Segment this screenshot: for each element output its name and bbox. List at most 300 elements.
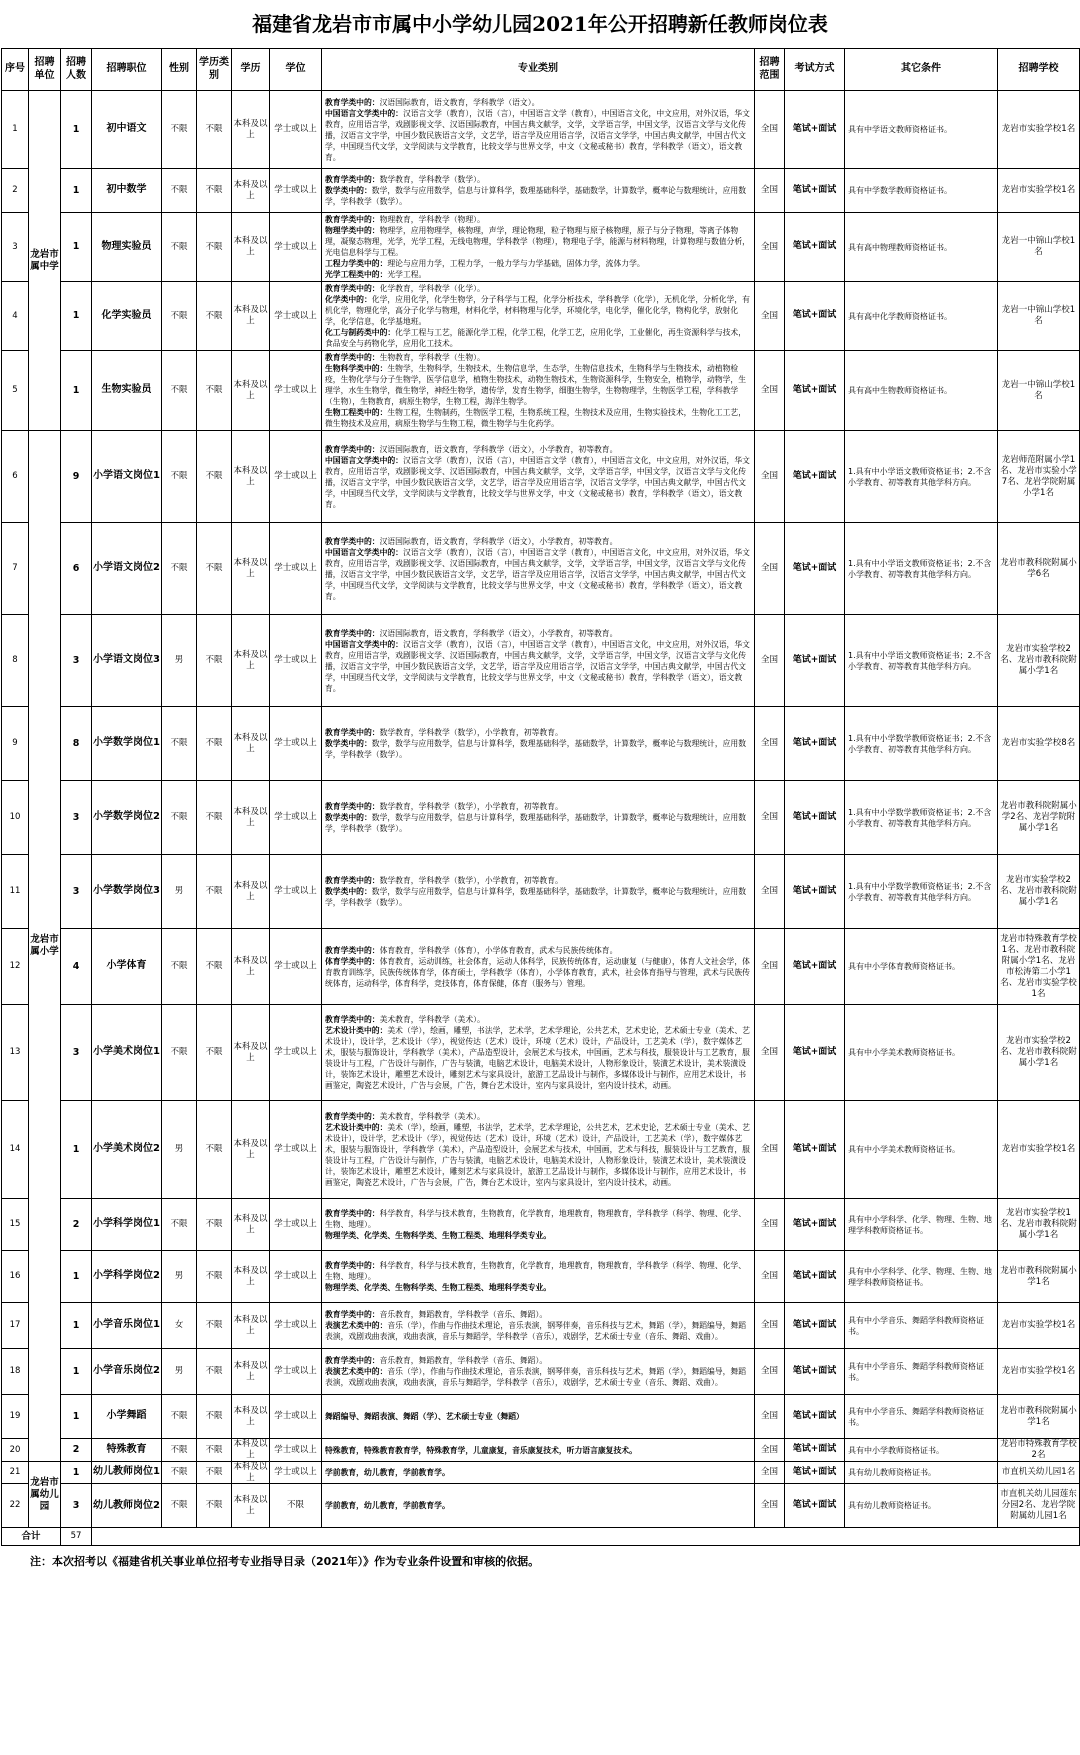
other-conditions: 1.具有中小学数学教师资格证书；2.不含小学教育、初等教育其他学科方向。 [845, 855, 998, 929]
education-level: 本科及以上 [232, 1303, 270, 1349]
row-number: 18 [2, 1349, 29, 1395]
position-name: 初中数学 [92, 169, 162, 213]
other-conditions: 具有中小学科学、化学、物理、生物、地理学科教师资格证书。 [845, 1251, 998, 1303]
position-name: 初中语文 [92, 91, 162, 169]
major-category-list: 汉语言文学（教育），汉语（言），中国语言文学（教育），中国语言文化，中文应用，对外汉语，华文教育，应用语言学，戏剧影视文学、汉语国际教育，中国古典文献学，文学，文学语言学，中国文学，汉语言文学与文化传播，汉语言文字学，中国少数民族语言文学，文艺学，语言学及应用语言学，汉语言文学学，中国古典文献学，中国古代文学，中国现当代文学，文学阅读与文学教育，比较文学与世界文学，中文（文秘或秘书）教育，学科教学（语文），语文教育。 [325, 455, 750, 509]
education-type: 不限 [197, 615, 232, 707]
table-row [2, 1101, 1080, 1199]
recruitment-scope: 全国 [755, 351, 785, 431]
hire-count: 1 [61, 169, 92, 213]
major-requirements [322, 351, 755, 431]
major-category [325, 444, 751, 455]
major-category-list: 物理学类、化学类、生物科学类、生物工程类、地理科学类专业。 [325, 1231, 552, 1240]
major-requirements [322, 1303, 755, 1349]
major-requirements [322, 707, 755, 781]
degree-requirement: 学士或以上 [270, 169, 322, 213]
degree-requirement: 学士或以上 [270, 1005, 322, 1101]
major-requirements [322, 282, 755, 351]
major-requirements [322, 929, 755, 1005]
table-row [2, 1005, 1080, 1101]
major-category-label: 数学类中的： [325, 887, 372, 896]
hiring-school: 龙岩市实验学校2名、龙岩市教科院附属小学1名 [998, 1005, 1080, 1101]
position-name: 小学舞蹈 [92, 1395, 162, 1439]
major-category-list: 美术（学），绘画，雕塑，书法学，艺术学，艺术学理论，公共艺术，艺术史论，艺术硕士专业（美术、艺术设计），设计学，艺术设计（学），视觉传达（艺术）设计，环境（艺术）设计，产品设计，工艺美术（学），数字媒体艺术，服装与服饰设计，学科教学（美术），产品造型设计，会展艺术与技术，中国画，艺术与科技，服装设计与工艺教育，服装设计与工程，广告设计与制作，广告与装潢，电脑艺术设计，电脑美术设计，人物形象设计，装潢艺术设计，美术装潢设计，装饰艺术设计，雕塑艺术设计，雕刻艺术与家具设计，旅游工艺品设计与制作，多媒体设计与制作，应用艺术设计，书画鉴定，陶瓷艺术设计，广告与会展，广告，舞台艺术设计，室内与家具设计，室内设计技术，动画。 [325, 1026, 750, 1090]
other-conditions: 具有中小学音乐、舞蹈学科教师资格证书。 [845, 1395, 998, 1439]
row-number: 21 [2, 1462, 29, 1484]
major-category-list: 数学，数学与应用数学，信息与计算科学，数理基础科学，基础数学，计算数学，概率论与数理统计，应用数学，学科教学（数学）。 [325, 887, 747, 907]
degree-requirement: 学士或以上 [270, 523, 322, 615]
table-row [2, 929, 1080, 1005]
other-conditions: 具有高中生物教师资格证书。 [845, 351, 998, 431]
gender-requirement: 不限 [162, 1484, 197, 1528]
major-category-list: 特殊教育，特殊教育教育学，特殊教育学，儿童康复，音乐康复技术，听力语言康复技术。 [325, 1445, 637, 1455]
table-row [2, 615, 1080, 707]
table-row [2, 1303, 1080, 1349]
major-category [325, 1309, 751, 1320]
major-category-list: 物理学，应用物理学，核物理，声学，理论物理，粒子物理与原子核物理，原子与分子物理，等离子体物理，凝聚态物理，光学，光学工程，无线电物理，学科教学（物理），物理电子学，能源与材料物理，计算物理与数值分析，光电信息科学与工程。 [325, 226, 750, 257]
major-category-label: 教育学类中的： [325, 728, 380, 737]
hire-count: 1 [61, 1462, 92, 1484]
major-category-list: 音乐教育，舞蹈教育，学科教学（音乐、舞蹈）。 [379, 1310, 548, 1319]
education-level: 本科及以上 [232, 1005, 270, 1101]
column-header: 学历 [232, 49, 270, 91]
other-conditions: 具有中学语文教师资格证书。 [845, 91, 998, 169]
recruitment-scope: 全国 [755, 1484, 785, 1528]
major-category-list: 物理教育，学科教学（物理）。 [379, 215, 485, 224]
major-category [325, 1025, 751, 1091]
row-number: 19 [2, 1395, 29, 1439]
other-conditions: 具有中小学体育教师资格证书。 [845, 929, 998, 1005]
table-row [2, 431, 1080, 523]
gender-requirement: 男 [162, 615, 197, 707]
row-number: 2 [2, 169, 29, 213]
education-level: 本科及以上 [233, 1439, 268, 1460]
major-category-label: 体育学类中的： [325, 956, 380, 966]
major-category [325, 1111, 751, 1122]
column-header: 招聘范围 [755, 49, 785, 91]
position-name: 小学数学岗位1 [92, 707, 162, 781]
major-category-list: 数学教育，学科教学（数学），小学教育，初等教育。 [379, 728, 563, 737]
exam-method: 笔试+面试 [785, 282, 845, 351]
major-category [325, 628, 751, 639]
other-conditions: 具有中学数学教师资格证书。 [845, 169, 998, 213]
row-number: 14 [2, 1101, 29, 1199]
hiring-school: 龙岩市实验学校1名 [998, 1101, 1080, 1199]
education-type: 不限 [197, 1439, 232, 1462]
table-row [2, 1251, 1080, 1303]
row-number: 1 [2, 91, 29, 169]
degree-requirement: 学士或以上 [270, 1439, 322, 1462]
recruitment-scope: 全国 [755, 431, 785, 523]
column-header: 考试方式 [785, 49, 845, 91]
column-header: 其它条件 [845, 49, 998, 91]
major-category-label: 数学类中的： [325, 186, 372, 195]
row-number: 6 [2, 431, 29, 523]
education-type: 不限 [197, 1349, 232, 1395]
education-level: 本科及以上 [232, 523, 270, 615]
education-level: 本科及以上 [232, 781, 270, 855]
major-category [325, 1282, 751, 1293]
degree-requirement: 学士或以上 [270, 929, 322, 1005]
other-conditions: 具有中小学美术教师资格证书。 [845, 1101, 998, 1199]
footnote: 注：本次招考以《福建省机关事业单位招考专业指导目录（2021年）》作为专业条件设置和审核的依据。 [30, 1555, 540, 1569]
row-number: 11 [2, 855, 29, 929]
gender-requirement: 不限 [162, 929, 197, 1005]
exam-method: 笔试+面试 [785, 615, 845, 707]
major-category [325, 1411, 751, 1422]
major-category [325, 108, 751, 163]
other-conditions: 1.具有中小学语文教师资格证书；2.不含小学教育、初等教育其他学科方向。 [845, 431, 998, 523]
position-name: 小学科学岗位1 [92, 1199, 162, 1251]
row-number: 8 [2, 615, 29, 707]
gender-requirement: 不限 [162, 282, 197, 351]
degree-requirement: 学士或以上 [270, 91, 322, 169]
position-name: 小学语文岗位1 [92, 431, 162, 523]
major-category [325, 547, 751, 602]
major-requirements [322, 1462, 755, 1484]
table-header-row [2, 49, 1080, 91]
major-category [325, 1445, 751, 1456]
degree-requirement: 学士或以上 [270, 351, 322, 431]
major-category-list: 生物教育，学科教学（生物）。 [379, 353, 485, 362]
education-level: 本科及以上 [232, 1101, 270, 1199]
position-name: 小学美术岗位1 [92, 1005, 162, 1101]
education-type: 不限 [197, 523, 232, 615]
major-requirements [322, 213, 755, 282]
major-category-list: 化学工程与工艺，能源化学工程，化学工程，化学工艺，应用化学，工业催化，再生资源科学与技术，食品安全与药物化学，应用化工技术。 [325, 328, 747, 348]
major-category-list: 物理学类、化学类、生物科学类、生物工程类、地理科学类专业。 [325, 1283, 552, 1292]
gender-requirement: 不限 [162, 523, 197, 615]
major-category-label: 教育学类中的： [325, 1112, 380, 1121]
position-name: 生物实验员 [92, 351, 162, 431]
major-category-list: 生物工程，生物制药，生物医学工程，生物系统工程，生物技术及应用，生物实验技术，生物化工工艺，微生物技术及应用，病原生物学与生物工程，微生物学与生化药学。 [325, 408, 747, 428]
position-name: 化学实验员 [92, 282, 162, 351]
exam-method: 笔试+面试 [785, 929, 845, 1005]
hiring-school: 龙岩一中锦山学校1名 [998, 282, 1080, 351]
education-type: 不限 [197, 169, 232, 213]
column-header: 招聘学校 [998, 49, 1080, 91]
position-name: 小学美术岗位2 [92, 1101, 162, 1199]
education-type: 不限 [197, 929, 232, 1005]
major-category-list: 数学教育，学科教学（数学），小学教育，初等教育。 [379, 876, 563, 885]
position-name: 小学科学岗位2 [92, 1251, 162, 1303]
education-level: 本科及以上 [233, 1462, 268, 1483]
position-name: 小学音乐岗位2 [92, 1349, 162, 1395]
degree-requirement: 学士或以上 [270, 615, 322, 707]
education-type: 不限 [197, 1251, 232, 1303]
hire-count: 2 [61, 1199, 92, 1251]
major-category-label: 中国语言文学类中的： [325, 455, 403, 465]
other-conditions: 具有高中化学教师资格证书。 [845, 282, 998, 351]
recruitment-scope: 全国 [755, 1303, 785, 1349]
hiring-school: 龙岩市教科院附属小学1名 [998, 1251, 1080, 1303]
education-type: 不限 [197, 91, 232, 169]
degree-requirement: 学士或以上 [270, 282, 322, 351]
exam-method: 笔试+面试 [785, 781, 845, 855]
major-category [325, 1230, 751, 1241]
exam-method: 笔试+面试 [785, 1349, 845, 1395]
row-number: 13 [2, 1005, 29, 1101]
gender-requirement: 不限 [162, 169, 197, 213]
education-level: 本科及以上 [232, 707, 270, 781]
education-level: 本科及以上 [232, 929, 270, 1005]
major-category [325, 269, 751, 280]
exam-method: 笔试+面试 [785, 351, 845, 431]
hire-count: 8 [61, 707, 92, 781]
hire-count: 3 [61, 615, 92, 707]
column-header: 学位 [270, 49, 322, 91]
hiring-school: 龙岩市实验学校1名 [998, 1349, 1080, 1395]
major-category [325, 1500, 751, 1511]
major-category-label: 教育学类中的： [325, 175, 380, 184]
hiring-school: 龙岩市实验学校2名、龙岩市教科院附属小学1名 [998, 855, 1080, 929]
major-category-label: 数学类中的： [325, 813, 372, 822]
major-category [325, 956, 751, 989]
position-name: 特殊教育 [92, 1439, 162, 1462]
gender-requirement: 不限 [162, 351, 197, 431]
column-header: 序号 [2, 49, 29, 91]
gender-requirement: 不限 [162, 1005, 197, 1101]
recruitment-scope: 全国 [755, 523, 785, 615]
hiring-school: 龙岩市实验学校1名 [998, 91, 1080, 169]
row-number: 7 [2, 523, 29, 615]
row-number: 9 [2, 707, 29, 781]
hire-count: 1 [61, 1101, 92, 1199]
row-number: 20 [2, 1439, 29, 1462]
degree-requirement: 学士或以上 [270, 707, 322, 781]
degree-requirement: 学士或以上 [270, 1395, 322, 1439]
major-category-label: 教育学类中的： [325, 1356, 380, 1365]
major-category [325, 727, 751, 738]
recruitment-scope: 全国 [755, 1462, 785, 1484]
other-conditions: 具有中小学科学、化学、物理、生物、地理学科教师资格证书。 [845, 1199, 998, 1251]
major-category [325, 225, 751, 258]
major-category-list: 数学，数学与应用数学，信息与计算科学，数理基础科学，基础数学，计算数学，概率论与数理统计，应用数学，学科教学（数学）。 [325, 739, 747, 759]
exam-method: 笔试+面试 [785, 1484, 845, 1528]
major-requirements [322, 1439, 755, 1462]
major-category [325, 294, 751, 327]
table-row [2, 855, 1080, 929]
recruiting-unit: 龙岩市属中学 [29, 91, 61, 431]
major-category-list: 化学，应用化学，化学生物学，分子科学与工程，化学分析技术，学科教学（化学），无机化学，分析化学，有机化学，物理化学，高分子化学与物理，材料化学，材料物理与化学，环境化学，电化学，催化化学，物构化学，放射化学，化学信息，化学基地班。 [325, 295, 750, 326]
gender-requirement: 不限 [162, 781, 197, 855]
major-category [325, 812, 751, 834]
major-category-list: 美术教育，学科教学（美术）。 [379, 1112, 485, 1121]
major-requirements [322, 91, 755, 169]
table-row [2, 523, 1080, 615]
major-category-list: 数学教育，学科教学（数学）。 [379, 175, 485, 184]
education-type: 不限 [197, 213, 232, 282]
recruitment-scope: 全国 [755, 1439, 785, 1462]
gender-requirement: 男 [162, 1251, 197, 1303]
major-category-list: 舞蹈编导、舞蹈表演、舞蹈（学）、艺术硕士专业（舞蹈） [325, 1412, 524, 1421]
major-category-label: 表演艺术类中的： [325, 1321, 388, 1330]
major-requirements [322, 523, 755, 615]
gender-requirement: 不限 [162, 1395, 197, 1439]
major-category-label: 光学工程类中的： [325, 270, 388, 279]
exam-method: 笔试+面试 [785, 1199, 845, 1251]
other-conditions: 具有中小学音乐、舞蹈学科教师资格证书。 [845, 1349, 998, 1395]
education-type: 不限 [197, 1101, 232, 1199]
hiring-school: 龙岩市教科院附属小学2名、龙岩学院附属小学1名 [998, 781, 1080, 855]
recruitment-scope: 全国 [755, 213, 785, 282]
major-category-label: 教育学类中的： [325, 284, 380, 293]
recruitment-scope: 全国 [755, 282, 785, 351]
education-level: 本科及以上 [232, 213, 270, 282]
recruitment-scope: 全国 [755, 615, 785, 707]
recruitment-scope: 全国 [755, 1395, 785, 1439]
major-category [325, 1122, 751, 1188]
major-category-list: 美术（学），绘画，雕塑，书法学，艺术学，艺术学理论，公共艺术，艺术史论，艺术硕士专业（美术、艺术设计），设计学，艺术设计（学），视觉传达（艺术）设计，环境（艺术）设计，产品设计，工艺美术（学），数字媒体艺术，服装与服饰设计，学科教学（美术），产品造型设计，会展艺术与技术，中国画，艺术与科技，服装设计与工艺教育，服装设计与工程，广告设计与制作，广告与装潢，电脑艺术设计，电脑美术设计，人物形象设计，装潢艺术设计，美术装潢设计，装饰艺术设计，雕塑艺术设计，雕刻艺术与家具设计，旅游工艺品设计与制作，多媒体设计与制作，应用艺术设计，书画鉴定，陶瓷艺术设计，广告与会展，广告，舞台艺术设计，室内与家具设计，室内设计技术，动画。 [325, 1123, 750, 1187]
major-category-list: 科学教育，科学与技术教育，生物教育，化学教育，地理教育，物理教育，学科教学（科学、物理、化学、生物、地理）。 [325, 1261, 747, 1281]
education-level: 本科及以上 [232, 855, 270, 929]
education-type: 不限 [197, 1303, 232, 1349]
major-category-label: 艺术设计类中的： [325, 1123, 388, 1132]
exam-method: 笔试+面试 [785, 1101, 845, 1199]
major-category-list: 数学教育，学科教学（数学），小学教育，初等教育。 [379, 802, 563, 811]
table-row [2, 213, 1080, 282]
major-category [325, 1014, 751, 1025]
recruitment-scope: 全国 [755, 1101, 785, 1199]
major-category [325, 1355, 751, 1366]
gender-requirement: 不限 [162, 431, 197, 523]
other-conditions: 1.具有中小学语文教师资格证书；2.不含小学教育、初等教育其他学科方向。 [845, 615, 998, 707]
other-conditions: 具有中小学教师资格证书。 [845, 1439, 998, 1462]
column-header: 性别 [162, 49, 197, 91]
position-name: 幼儿教师岗位1 [92, 1462, 162, 1484]
other-conditions: 具有中小学音乐、舞蹈学科教师资格证书。 [845, 1303, 998, 1349]
major-category [325, 185, 751, 207]
hiring-school: 市直机关幼儿园1名 [998, 1462, 1080, 1484]
education-type: 不限 [197, 855, 232, 929]
major-category-list: 美术教育，学科教学（美术）。 [379, 1015, 485, 1024]
major-requirements [322, 1395, 755, 1439]
major-category-label: 中国语言文学类中的： [325, 639, 403, 649]
degree-requirement: 学士或以上 [270, 1101, 322, 1199]
recruiting-unit: 龙岩市属幼儿园 [29, 1462, 61, 1528]
hire-count: 1 [61, 1395, 92, 1439]
exam-method: 笔试+面试 [785, 855, 845, 929]
education-type: 不限 [197, 1005, 232, 1101]
major-category [325, 327, 751, 349]
gender-requirement: 不限 [162, 213, 197, 282]
major-category-list: 数学，数学与应用数学，信息与计算科学，数理基础科学，基础数学，计算数学，概率论与数理统计，应用数学，学科教学（数学）。 [325, 813, 747, 833]
row-number: 10 [2, 781, 29, 855]
hiring-school: 龙岩一中锦山学校1名 [998, 213, 1080, 282]
column-header: 学历类别 [197, 49, 232, 91]
table-row [2, 1395, 1080, 1439]
major-category-label: 教育学类中的： [325, 628, 380, 638]
major-category [325, 1208, 751, 1230]
degree-requirement: 学士或以上 [270, 1462, 322, 1484]
row-number: 16 [2, 1251, 29, 1303]
total-label: 合计 [2, 1528, 61, 1546]
recruitment-scope: 全国 [755, 855, 785, 929]
gender-requirement: 不限 [162, 1199, 197, 1251]
hiring-school: 龙岩市实验学校8名 [998, 707, 1080, 781]
hiring-school: 龙岩市特殊教育学校2名 [998, 1439, 1080, 1462]
education-level: 本科及以上 [232, 615, 270, 707]
major-category [325, 455, 751, 510]
hire-count: 3 [61, 1005, 92, 1101]
major-requirements [322, 1199, 755, 1251]
major-category-label: 中国语言文学类中的： [325, 547, 403, 557]
exam-method: 笔试+面试 [785, 1005, 845, 1101]
other-conditions: 1.具有中小学数学教师资格证书；2.不含小学教育、初等教育其他学科方向。 [845, 781, 998, 855]
major-category-list: 汉语言文学（教育），汉语（言），中国语言文学（教育），中国语言文化，中文应用，对外汉语，华文教育，应用语言学，戏剧影视文学、汉语国际教育，中国古典文献学，文学，文学语言学，中国文学，汉语言文学与文化传播，汉语言文字学，中国少数民族语言文学，文艺学，语言学及应用语言学，汉语言文学学，中国古典文献学，中国古代文学，中国现当代文学，文学阅读与文学教育，比较文学与世界文学，中文（文秘或秘书）教育，学科教学（语文），语文教育。 [325, 108, 750, 162]
total-value: 57 [61, 1528, 92, 1546]
education-type: 不限 [197, 431, 232, 523]
major-requirements [322, 781, 755, 855]
degree-requirement: 学士或以上 [270, 431, 322, 523]
position-name: 小学语文岗位3 [92, 615, 162, 707]
other-conditions: 具有幼儿教师资格证书。 [845, 1484, 998, 1528]
major-category-label: 教育学类中的： [325, 1310, 380, 1319]
major-category-label: 化学类中的： [325, 295, 372, 304]
hire-count: 3 [61, 855, 92, 929]
row-number: 22 [2, 1484, 29, 1528]
major-category-list: 汉语国际教育，语文教育，学科教学（语文），小学教育，初等教育。 [379, 628, 618, 638]
major-category-label: 数学类中的： [325, 739, 372, 748]
recruitment-table [1, 48, 1080, 1546]
education-level: 本科及以上 [232, 1484, 270, 1528]
education-type: 不限 [197, 781, 232, 855]
hiring-school: 龙岩一中锦山学校1名 [998, 351, 1080, 431]
education-level: 本科及以上 [232, 351, 270, 431]
major-category [325, 945, 751, 956]
exam-method: 笔试+面试 [785, 1439, 845, 1462]
major-requirements [322, 169, 755, 213]
major-category [325, 801, 751, 812]
exam-method: 笔试+面试 [785, 431, 845, 523]
major-category-label: 物理学类中的： [325, 226, 380, 235]
degree-requirement: 学士或以上 [270, 1303, 322, 1349]
education-type: 不限 [197, 1395, 232, 1439]
education-level: 本科及以上 [232, 169, 270, 213]
major-category [325, 283, 751, 294]
hire-count: 1 [61, 1251, 92, 1303]
education-level: 本科及以上 [232, 1395, 270, 1439]
hiring-school: 龙岩市教科院附属小学6名 [998, 523, 1080, 615]
hiring-school: 龙岩市实验学校1名、龙岩市教科院附属小学1名 [998, 1199, 1080, 1251]
education-level: 本科及以上 [232, 1251, 270, 1303]
degree-requirement: 学士或以上 [270, 855, 322, 929]
gender-requirement: 不限 [162, 707, 197, 781]
major-category-list: 汉语国际教育，语文教育，学科教学（语文），小学教育，初等教育。 [379, 536, 618, 546]
position-name: 小学音乐岗位1 [92, 1303, 162, 1349]
exam-method: 笔试+面试 [785, 169, 845, 213]
major-requirements [322, 431, 755, 523]
education-type: 不限 [197, 351, 232, 431]
major-category-list: 音乐教育，舞蹈教育，学科教学（音乐、舞蹈）。 [379, 1356, 548, 1365]
recruitment-scope: 全国 [755, 91, 785, 169]
table-row [2, 1439, 1080, 1462]
other-conditions: 1.具有中小学数学教师资格证书；2.不含小学教育、初等教育其他学科方向。 [845, 707, 998, 781]
exam-method: 笔试+面试 [785, 91, 845, 169]
major-category-list: 体育教育，运动训练，社会体育，运动人体科学，民族传统体育，运动康复（与健康），体育人文社会学，体育教育训练学，民族传统体育学，体育硕士，学科教学（体育），小学体育教育，武术，社会体育指导与管理，武术与民族传统体育，运动科学，体育科学，竞技体育，体育保健，体育（服务与）管理。 [325, 956, 750, 988]
major-category-label: 中国语言文学类中的： [325, 108, 403, 118]
hire-count: 1 [61, 213, 92, 282]
major-category-label: 艺术设计类中的： [325, 1026, 388, 1035]
major-category [325, 1366, 751, 1388]
hiring-school: 龙岩市实验学校1名 [998, 1303, 1080, 1349]
major-requirements [322, 1349, 755, 1395]
major-requirements [322, 1251, 755, 1303]
major-category-list: 化学教育，学科教学（化学）。 [379, 284, 485, 293]
recruitment-scope: 全国 [755, 781, 785, 855]
major-category-label: 教育学类中的： [325, 945, 380, 955]
education-type: 不限 [197, 1462, 232, 1484]
